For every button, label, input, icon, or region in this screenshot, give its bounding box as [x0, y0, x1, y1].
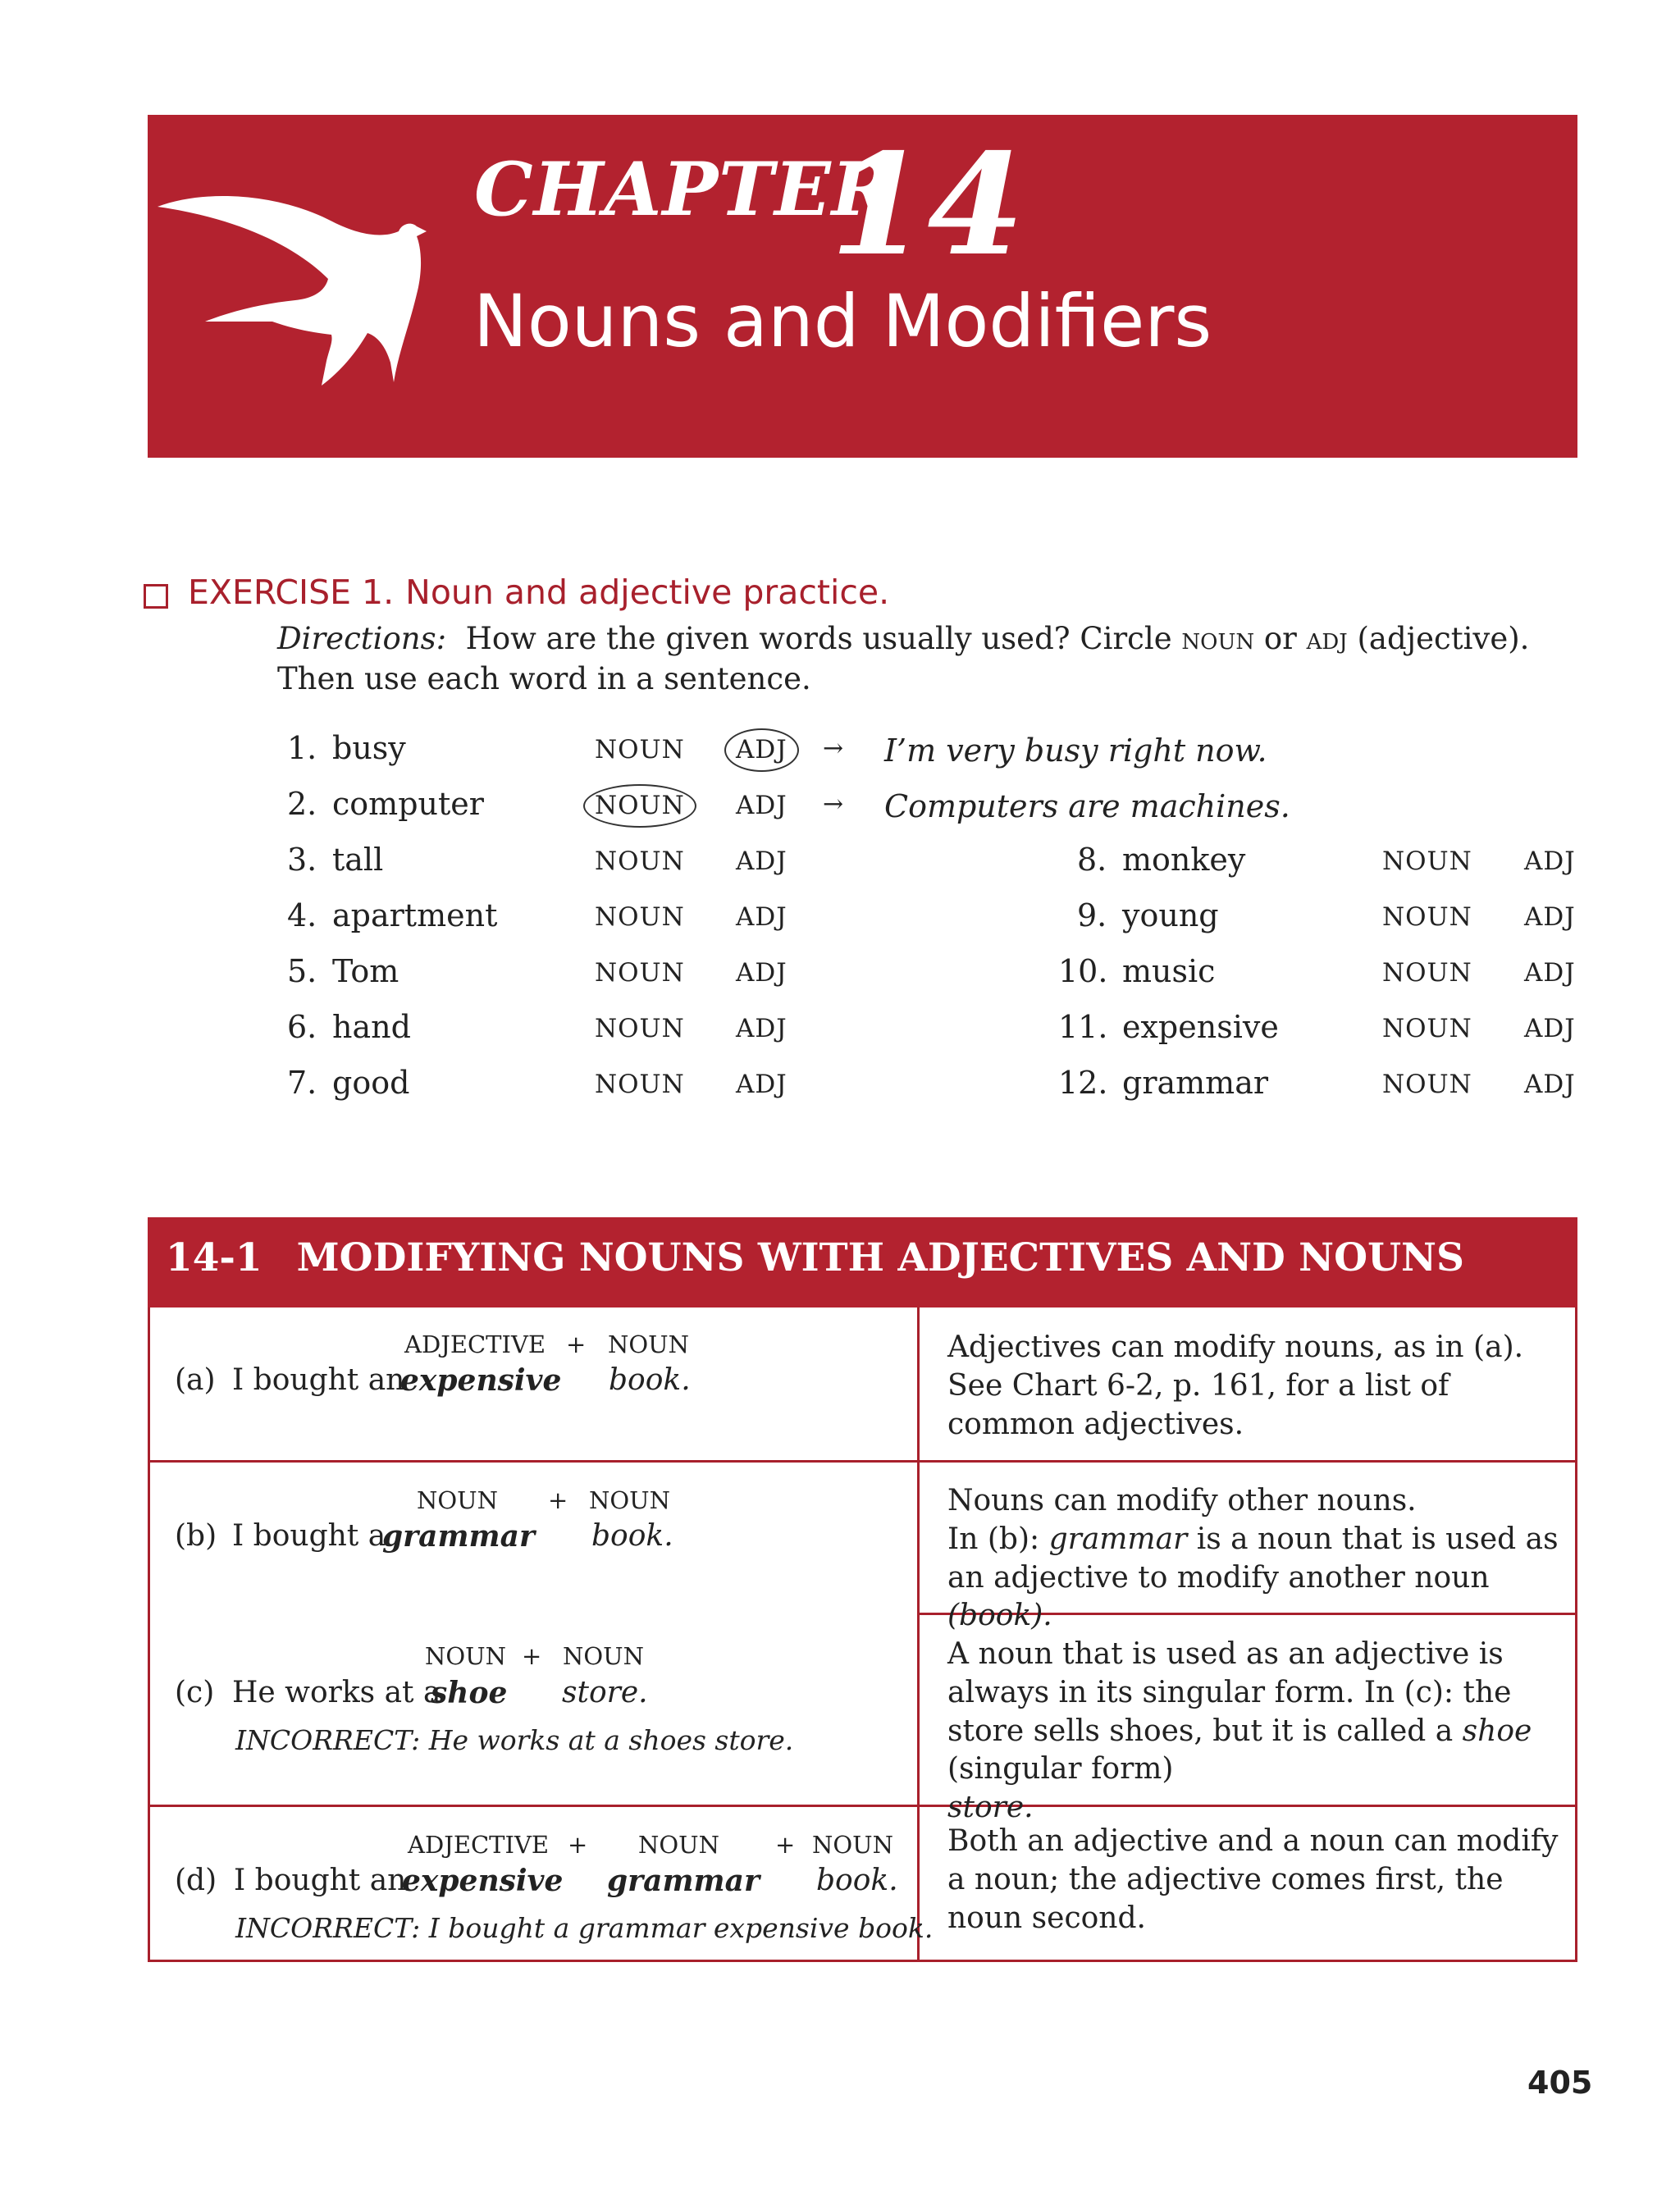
- adj-option[interactable]: ADJ: [736, 902, 788, 932]
- incorrect-d: INCORRECT: I bought a grammar expensive book.: [235, 1912, 934, 1944]
- explanation-a: Adjectives can modify nouns, as in (a). See Chart 6-2, p. 161, for a list of common adjectives.: [947, 1330, 1524, 1441]
- directions-line-2: Then use each word in a sentence.: [277, 661, 811, 696]
- label-noun: NOUN: [589, 1486, 670, 1514]
- example-c-modifier: shoe: [431, 1676, 508, 1710]
- chapter-label: CHAPTER: [474, 146, 894, 233]
- label-plus: +: [522, 1642, 542, 1670]
- item-number: 3.: [287, 842, 317, 878]
- directions-label: Directions:: [277, 621, 447, 656]
- exercise-number: EXERCISE 1.: [188, 573, 395, 612]
- example-b-prefix: I bought a: [232, 1519, 386, 1553]
- item-word: young: [1122, 897, 1219, 933]
- item-word: monkey: [1122, 842, 1246, 878]
- label-noun: NOUN: [608, 1330, 689, 1358]
- item-word: busy: [332, 730, 406, 766]
- example-a-letter: (a): [175, 1363, 216, 1397]
- noun-option[interactable]: NOUN: [595, 1070, 685, 1099]
- adj-option[interactable]: ADJ: [724, 728, 799, 772]
- adj-option[interactable]: ADJ: [1524, 847, 1576, 876]
- item-number: 9.: [1077, 897, 1107, 933]
- item-word: music: [1122, 953, 1216, 989]
- swallow-bird-icon: [156, 139, 484, 402]
- chart-number: 14-1: [166, 1235, 262, 1280]
- label-noun: NOUN: [417, 1486, 498, 1514]
- noun-option[interactable]: NOUN: [595, 847, 685, 876]
- noun-option[interactable]: NOUN: [1382, 902, 1472, 932]
- example-d-noun-modifier: grammar: [607, 1864, 760, 1898]
- example-c-letter: (c): [175, 1676, 215, 1709]
- label-plus: +: [566, 1330, 587, 1358]
- label-noun: NOUN: [638, 1831, 719, 1859]
- exercise-heading: [188, 574, 889, 611]
- item-word: apartment: [332, 897, 498, 933]
- noun-option[interactable]: NOUN: [1382, 1070, 1472, 1099]
- example-a-modifier: expensive: [400, 1363, 562, 1398]
- example-sentence: I’m very busy right now.: [884, 732, 1267, 769]
- chart-title-text: MODIFYING NOUNS WITH ADJECTIVES AND NOUNS: [296, 1235, 1464, 1280]
- item-number: 2.: [287, 786, 317, 822]
- label-adjective: ADJECTIVE: [404, 1330, 546, 1358]
- item-word: hand: [332, 1009, 411, 1045]
- example-d-noun: book.: [816, 1864, 898, 1897]
- directions-end: (adjective).: [1357, 621, 1530, 656]
- example-c-prefix: He works at a: [232, 1676, 441, 1709]
- arrow-icon: →: [823, 790, 844, 819]
- chapter-number: 14: [830, 123, 1025, 287]
- example-sentence: Computers are machines.: [884, 788, 1290, 824]
- example-b-modifier: grammar: [382, 1519, 535, 1554]
- item-word: expensive: [1122, 1009, 1279, 1045]
- label-adjective: ADJECTIVE: [408, 1831, 550, 1859]
- incorrect-c: INCORRECT: He works at a shoes store.: [235, 1724, 794, 1756]
- adj-option[interactable]: ADJ: [736, 1070, 788, 1099]
- label-noun: NOUN: [563, 1642, 644, 1670]
- noun-option[interactable]: NOUN: [595, 1014, 685, 1043]
- label-noun: NOUN: [425, 1642, 506, 1670]
- item-number: 4.: [287, 897, 317, 933]
- label-plus: +: [548, 1486, 568, 1514]
- noun-option[interactable]: NOUN: [1382, 1014, 1472, 1043]
- label-plus: +: [775, 1831, 796, 1859]
- item-word: computer: [332, 786, 484, 822]
- example-d-letter: (d): [175, 1864, 217, 1897]
- label-noun: NOUN: [812, 1831, 893, 1859]
- item-word: grammar: [1122, 1065, 1269, 1101]
- exercise-title: Noun and adjective practice.: [405, 573, 890, 612]
- item-number: 11.: [1058, 1009, 1108, 1045]
- noun-option[interactable]: NOUN: [1382, 847, 1472, 876]
- example-d-adjective: expensive: [402, 1864, 564, 1898]
- noun-option[interactable]: NOUN: [583, 784, 696, 828]
- noun-option[interactable]: NOUN: [595, 735, 685, 764]
- example-b-noun: book.: [591, 1519, 673, 1553]
- chapter-title: Nouns and Modifiers: [473, 279, 1212, 363]
- directions-adj: adj: [1306, 621, 1348, 656]
- example-a-noun: book.: [609, 1363, 691, 1397]
- example-b-letter: (b): [175, 1519, 217, 1553]
- example-d-prefix: I bought an: [234, 1864, 407, 1897]
- adj-option[interactable]: ADJ: [736, 958, 788, 988]
- item-number: 6.: [287, 1009, 317, 1045]
- item-number: 12.: [1058, 1065, 1108, 1101]
- adj-option[interactable]: ADJ: [1524, 1070, 1576, 1099]
- arrow-icon: →: [823, 734, 844, 763]
- noun-option[interactable]: NOUN: [1382, 958, 1472, 988]
- item-number: 5.: [287, 953, 317, 989]
- item-number: 8.: [1077, 842, 1107, 878]
- item-word: tall: [332, 842, 384, 878]
- explanation-d: Both an adjective and a noun can modify a noun; the adjective comes first, the noun second.: [947, 1824, 1559, 1935]
- adj-option[interactable]: ADJ: [736, 847, 788, 876]
- adj-option[interactable]: ADJ: [736, 1014, 788, 1043]
- item-number: 10.: [1058, 953, 1108, 989]
- directions-line-1: [277, 619, 1529, 659]
- directions-noun: noun: [1181, 621, 1255, 656]
- label-plus: +: [568, 1831, 588, 1859]
- adj-option[interactable]: ADJ: [1524, 958, 1576, 988]
- item-number: 1.: [287, 730, 317, 766]
- noun-option[interactable]: NOUN: [595, 902, 685, 932]
- adj-option[interactable]: ADJ: [1524, 1014, 1576, 1043]
- example-c-noun: store.: [562, 1676, 648, 1709]
- directions-text: How are the given words usually used? Circle: [465, 621, 1172, 656]
- item-number: 7.: [287, 1065, 317, 1101]
- explanation-b: Nouns can modify other nouns. In (b): grammar is a noun that is used as an adjective to modify another noun (book).: [947, 1484, 1559, 1633]
- explanation-c: A noun that is used as an adjective is always in its singular form. In (c): the store sells shoes, but it is called a shoe (singular form) store.: [947, 1637, 1532, 1825]
- noun-option[interactable]: NOUN: [595, 958, 685, 988]
- example-a-prefix: I bought an: [232, 1363, 405, 1397]
- adj-option[interactable]: ADJ: [736, 791, 788, 820]
- adj-option[interactable]: ADJ: [1524, 902, 1576, 932]
- page-number: 405: [1527, 2065, 1593, 2101]
- item-word: good: [332, 1065, 410, 1101]
- item-word: Tom: [332, 953, 399, 989]
- directions-or: or: [1263, 621, 1297, 656]
- exercise-checkbox[interactable]: [144, 584, 168, 609]
- chart-title: [166, 1235, 1464, 1280]
